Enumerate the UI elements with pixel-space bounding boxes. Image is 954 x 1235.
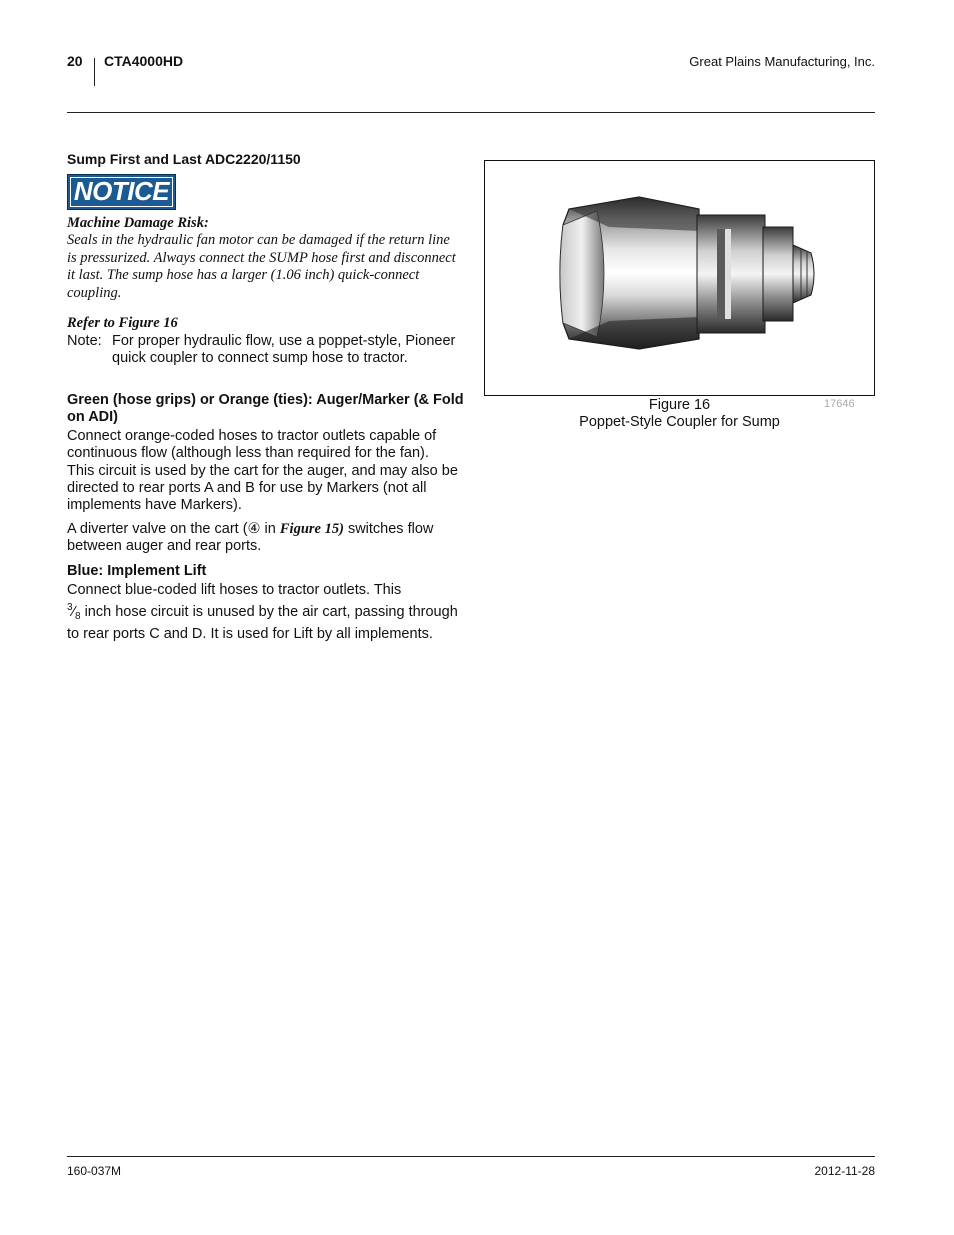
risk-text: Seals in the hydraulic fan motor can be damaged if the return line is pressurized. Always connect the SUMP hose first and disconnect it last. The sump hose has a larger (1.06 inch) quick-connect coupling. [67,232,456,301]
notice-label: NOTICE [73,176,170,206]
blue-body-rest: inch hose circuit is unused by the air cart, passing through to rear ports C and D. It is used for Lift by all implements. [67,604,458,642]
figure-15-link[interactable]: Figure 15) [279,521,344,537]
diverter-paragraph [67,521,459,556]
coupler-hex-face [560,211,604,337]
diverter-text-in: in [260,521,280,537]
fraction-denominator: 8 [74,611,81,623]
figure-caption: Poppet-Style Coupler for Sump [579,414,780,430]
fraction-numerator: 3 [67,602,73,614]
coupler-photo [549,189,819,359]
document-model: CTA4000HD [104,53,184,69]
blue-body [67,582,459,643]
diverter-text-after: switches flow between auger and rear ports. [67,521,434,555]
footer-rule [67,1156,875,1157]
header-rule [67,112,875,113]
risk-title: Machine Damage Risk: [67,215,209,231]
notice-badge [67,174,176,210]
coupler-nose [793,245,814,303]
figure-number: Figure 16 [648,397,711,413]
fraction-three-eighths: $^3⁄_8$ [67,602,81,623]
figure-16-frame [484,160,875,396]
figure-reference: Refer to Figure 16 [67,315,178,331]
green-orange-body: Connect orange-coded hoses to tractor outlets capable of continuous flow (although less than required for the fan). This circuit is used by the cart for the auger, and may also be directed to rear ports A and B for use by Markers (not all implements have Markers). [67,428,458,514]
coupler-groove [717,229,725,319]
section-title: Sump First and Last ADC2220/1150 [67,151,301,167]
document-number: 160-037M [67,1164,122,1178]
note-text: For proper hydraulic flow, use a poppet-style, Pioneer quick coupler to connect sump hose to tractor. [112,333,456,367]
callout-number-4: ④ [247,521,261,537]
note-label: Note: [67,333,102,349]
diverter-text-before: A diverter valve on the cart ( [67,521,248,537]
blue-body-line1: Connect blue-coded lift hoses to tractor outlets. This [67,582,402,598]
green-orange-heading: Green (hose grips) or Orange (ties): Auger/Marker (& Fold on ADI) [67,392,464,426]
figure-reference-id: 17646 [824,398,855,410]
coupler-shoulder [763,227,793,321]
blue-heading: Blue: Implement Lift [67,563,207,579]
page-number: 20 [67,53,83,69]
document-date: 2012-11-28 [814,1164,875,1178]
header-divider [94,58,95,86]
company-name: Great Plains Manufacturing, Inc. [689,54,875,69]
coupler-groove-highlight [725,229,731,319]
